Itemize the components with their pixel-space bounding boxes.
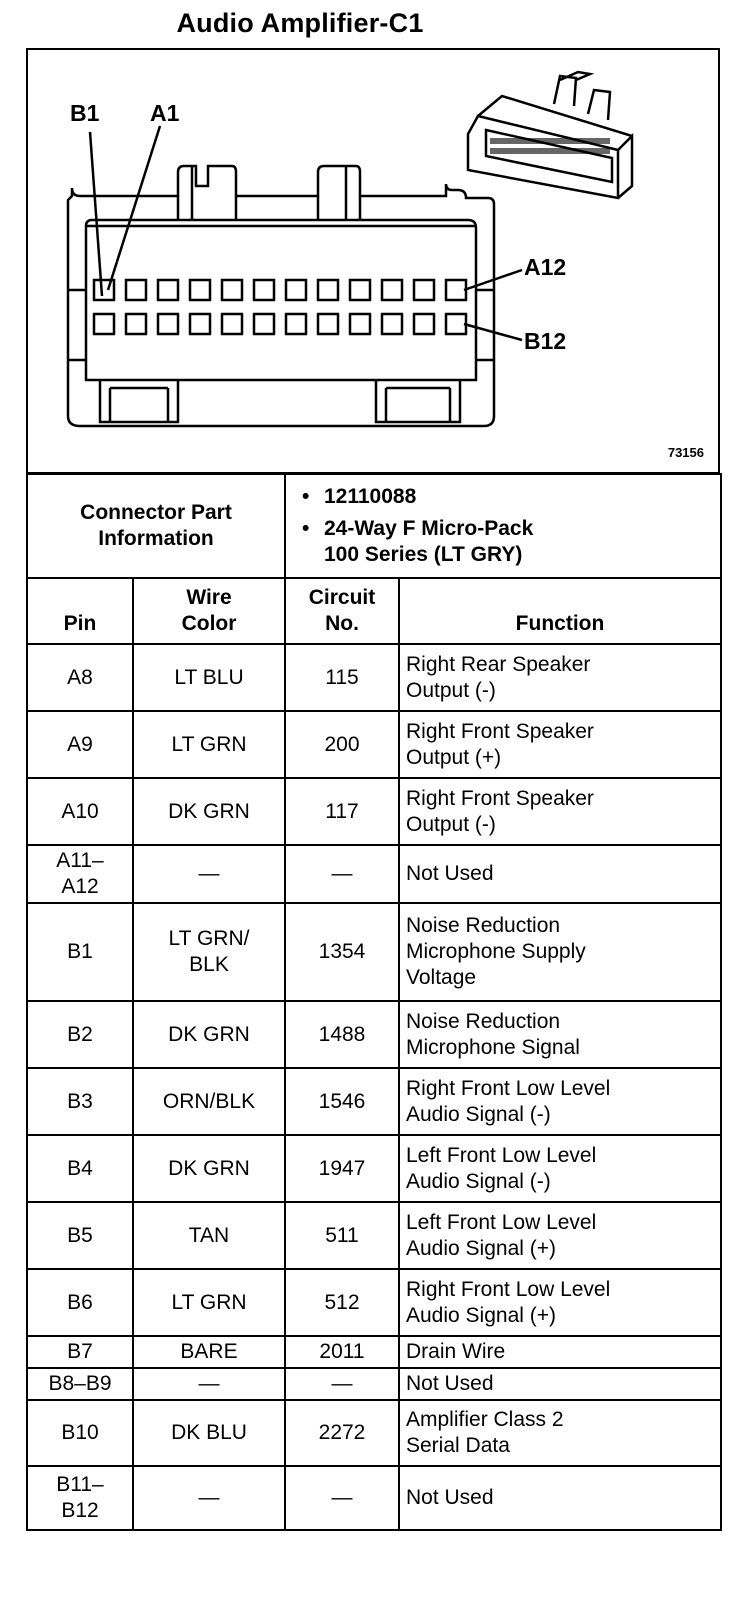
function-cell-line: Audio Signal (-) — [406, 1102, 551, 1126]
circuit-cell: 117 — [285, 778, 399, 845]
label-a12: A12 — [524, 254, 567, 280]
wire-color-cell-line: ORN/BLK — [162, 1089, 256, 1113]
table-row — [27, 845, 721, 903]
pin-cell — [27, 1336, 133, 1368]
pin-cell-line: B11– — [56, 1473, 104, 1496]
wire-color-cell — [133, 1135, 285, 1202]
pin-cell-line: A10 — [61, 799, 99, 823]
wire-color-cell — [133, 1466, 285, 1530]
pin-cell-line: B12 — [61, 1499, 99, 1522]
wire-color-cell-line: LT GRN — [171, 1290, 247, 1314]
table-row — [27, 1400, 721, 1466]
pin-cell — [27, 1202, 133, 1269]
function-cell — [399, 778, 721, 845]
column-header-pin: Pin — [27, 578, 133, 644]
wire-color-cell-line: LT GRN — [171, 732, 247, 756]
function-cell — [399, 1336, 721, 1368]
function-cell-line: Not Used — [406, 862, 494, 885]
circuit-cell: 200 — [285, 711, 399, 778]
pin-cell-line: B1 — [67, 940, 93, 963]
pin-cell-line: B8–B9 — [48, 1372, 112, 1395]
table-row — [27, 644, 721, 711]
function-cell-line: Amplifier Class 2 — [406, 1408, 564, 1431]
wire-color-cell-line: TAN — [188, 1223, 230, 1247]
function-cell-line: Not Used — [406, 1486, 494, 1509]
pin-cell-line: B3 — [67, 1089, 93, 1113]
table-row — [27, 1336, 721, 1368]
circuit-cell: 511 — [285, 1202, 399, 1269]
pin-cell-line: B4 — [67, 1156, 93, 1180]
pin-cell-line: A9 — [67, 732, 93, 756]
function-cell-line: Right Front Low Level — [406, 1277, 611, 1301]
circuit-cell: — — [285, 1368, 399, 1400]
table-row — [27, 1202, 721, 1269]
table-row — [27, 1001, 721, 1068]
function-cell-line: Drain Wire — [406, 1340, 506, 1363]
column-header-line: Circuit — [308, 586, 376, 609]
table-row — [27, 1368, 721, 1400]
function-cell — [399, 1068, 721, 1135]
circuit-cell: 512 — [285, 1269, 399, 1336]
column-header-line: Wire — [186, 586, 232, 609]
connector-info-heading-line: Information — [98, 527, 214, 550]
pin-cell — [27, 1269, 133, 1336]
pin-cell — [27, 1400, 133, 1466]
function-cell-line: Right Front Low Level — [406, 1076, 611, 1100]
function-cell — [399, 1001, 721, 1068]
function-cell-line: Voltage — [406, 966, 477, 989]
table-row — [27, 778, 721, 845]
pin-cell — [27, 845, 133, 903]
circuit-cell: 1947 — [285, 1135, 399, 1202]
page-title: Audio Amplifier-C1 — [176, 8, 424, 38]
pin-cell-line: B6 — [67, 1290, 93, 1314]
pin-cell-line: A12 — [61, 875, 99, 898]
pin-cell-line: B2 — [67, 1022, 93, 1046]
function-cell — [399, 1202, 721, 1269]
wire-color-cell-line: LT GRN/ — [168, 927, 250, 950]
circuit-cell: — — [285, 1466, 399, 1530]
pin-cell-line: B5 — [67, 1223, 93, 1247]
function-cell-line: Right Front Speaker — [406, 786, 594, 810]
connector-description: • 24-Way F Micro-Pack — [324, 516, 714, 542]
connector-description-cont: 100 Series (LT GRY) — [324, 543, 523, 566]
function-cell — [399, 1466, 721, 1530]
circuit-cell: 1488 — [285, 1001, 399, 1068]
label-b12: B12 — [524, 328, 567, 354]
wire-color-cell — [133, 1269, 285, 1336]
pin-cell — [27, 903, 133, 1001]
column-header-circuit-no — [285, 578, 399, 644]
function-cell — [399, 1269, 721, 1336]
function-cell-line: Not Used — [406, 1372, 494, 1395]
pin-cell-line: A11– — [56, 849, 104, 872]
connector-drawing — [28, 50, 718, 472]
function-cell — [399, 711, 721, 778]
pin-cell-line: B7 — [67, 1340, 93, 1363]
wire-color-cell — [133, 778, 285, 845]
connector-info-row — [27, 474, 721, 578]
circuit-cell: 2011 — [285, 1336, 399, 1368]
function-cell-line: Left Front Low Level — [406, 1143, 597, 1167]
circuit-cell: 1546 — [285, 1068, 399, 1135]
wire-color-cell-line: LT BLU — [174, 665, 244, 689]
wire-color-cell-line: DK GRN — [168, 799, 250, 823]
wire-color-cell — [133, 845, 285, 903]
pin-cell — [27, 1368, 133, 1400]
column-header-wire-color — [133, 578, 285, 644]
column-header-line: Color — [181, 612, 237, 635]
connector-info-heading — [27, 474, 285, 578]
column-header-function: Function — [399, 578, 721, 644]
pin-cell — [27, 1001, 133, 1068]
wire-color-cell — [133, 711, 285, 778]
function-cell-line: Audio Signal (+) — [406, 1303, 557, 1327]
function-cell-line: Right Front Speaker — [406, 719, 594, 743]
wire-color-cell — [133, 1336, 285, 1368]
wire-color-cell — [133, 1068, 285, 1135]
wire-color-cell-line: BLK — [189, 953, 229, 976]
function-cell-line: Serial Data — [406, 1434, 510, 1457]
function-cell-line: Left Front Low Level — [406, 1210, 597, 1234]
connector-info-heading-line: Connector Part — [80, 501, 232, 524]
label-a1: A1 — [150, 100, 180, 126]
function-cell — [399, 903, 721, 1001]
circuit-cell: — — [285, 845, 399, 903]
wire-color-cell-line: DK GRN — [168, 1022, 250, 1046]
circuit-cell: 115 — [285, 644, 399, 711]
label-b1: B1 — [70, 100, 100, 126]
pinout-table — [26, 473, 722, 1531]
table-row — [27, 1466, 721, 1530]
function-cell-line: Audio Signal (-) — [406, 1169, 551, 1193]
function-cell-line: Audio Signal (+) — [406, 1236, 557, 1260]
function-cell — [399, 644, 721, 711]
wire-color-cell — [133, 1202, 285, 1269]
table-row — [27, 1068, 721, 1135]
wire-color-cell — [133, 1001, 285, 1068]
wire-color-cell-line: BARE — [180, 1340, 238, 1363]
pin-cell — [27, 711, 133, 778]
pin-cell — [27, 644, 133, 711]
function-cell-line: Microphone Supply — [406, 940, 586, 963]
pin-cell — [27, 778, 133, 845]
table-row — [27, 1269, 721, 1336]
connector-info-details — [285, 474, 721, 578]
function-cell-line: Output (+) — [406, 745, 502, 769]
function-cell-line: Right Rear Speaker — [406, 652, 591, 676]
pin-cell-line: A8 — [67, 665, 93, 689]
wire-color-cell — [133, 1368, 285, 1400]
function-cell — [399, 1135, 721, 1202]
wire-color-cell — [133, 903, 285, 1001]
table-header-row — [27, 578, 721, 644]
function-cell-line: Noise Reduction — [406, 914, 561, 937]
wire-color-cell-line: — — [198, 862, 220, 885]
wire-color-cell-line: — — [198, 1486, 220, 1509]
function-cell — [399, 1368, 721, 1400]
table-row — [27, 1135, 721, 1202]
function-cell — [399, 845, 721, 903]
part-number: • 12110088 — [324, 484, 714, 510]
wire-color-cell-line: DK GRN — [168, 1156, 250, 1180]
wire-color-cell-line: DK BLU — [171, 1421, 247, 1444]
figure-number: 73156 — [667, 445, 704, 460]
pin-cell — [27, 1068, 133, 1135]
function-cell-line: Noise Reduction — [406, 1009, 561, 1033]
wire-color-cell — [133, 644, 285, 711]
function-cell-line: Microphone Signal — [406, 1035, 580, 1059]
column-header-line: No. — [325, 612, 359, 635]
function-cell-line: Output (-) — [406, 678, 496, 702]
pin-cell — [27, 1135, 133, 1202]
wire-color-cell-line: — — [198, 1372, 220, 1395]
pin-cell — [27, 1466, 133, 1530]
circuit-cell: 1354 — [285, 903, 399, 1001]
connector-diagram — [26, 48, 720, 474]
function-cell — [399, 1400, 721, 1466]
wire-color-cell — [133, 1400, 285, 1466]
table-row — [27, 903, 721, 1001]
circuit-cell: 2272 — [285, 1400, 399, 1466]
function-cell-line: Output (-) — [406, 812, 496, 836]
pin-cell-line: B10 — [61, 1421, 99, 1444]
table-row — [27, 711, 721, 778]
